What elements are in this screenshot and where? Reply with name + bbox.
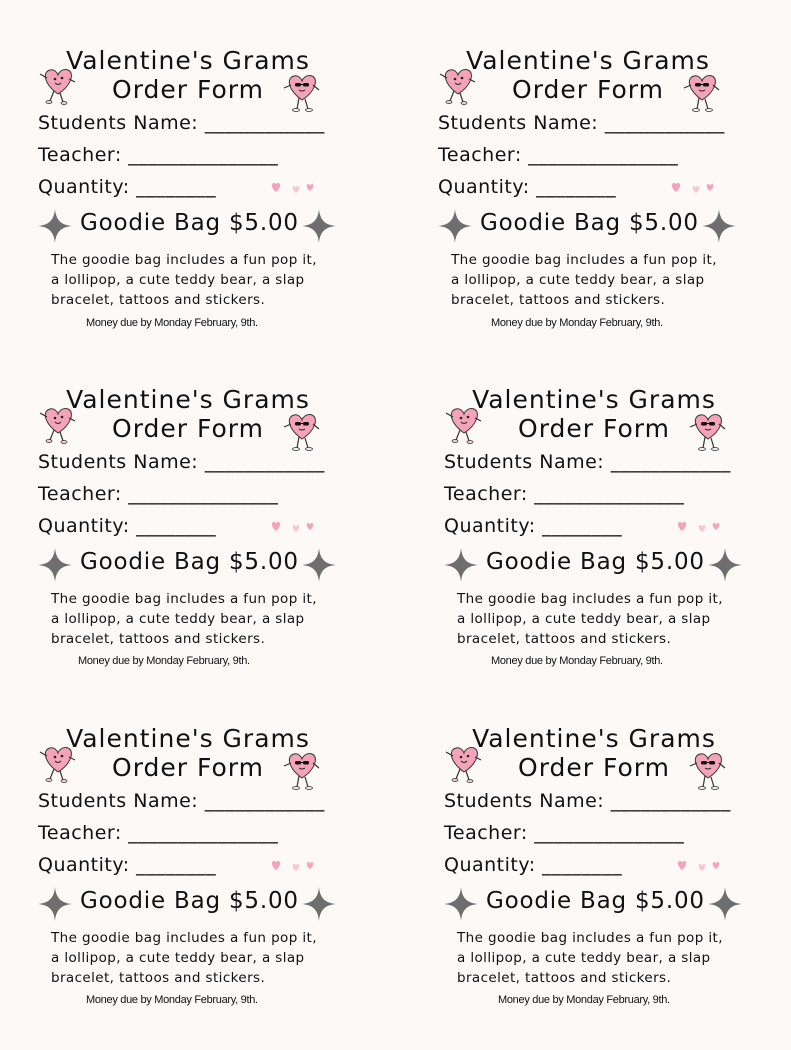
small-hearts-icon	[676, 519, 722, 533]
description-line: bracelet, tattoos and stickers.	[51, 631, 266, 647]
quantity-field[interactable]: Quantity: ________	[444, 515, 623, 537]
sparkle-icon	[302, 887, 336, 921]
sparkle-icon	[708, 548, 742, 582]
description-line: a lollipop, a cute teddy bear, a slap	[457, 611, 711, 627]
small-hearts-icon	[270, 180, 316, 194]
order-form-card	[438, 42, 791, 372]
students-name-field[interactable]: Students Name: ____________	[444, 790, 731, 812]
description-line: bracelet, tattoos and stickers.	[51, 292, 266, 308]
heart-mascot-sunglasses-icon	[682, 72, 722, 114]
students-name-field[interactable]: Students Name: ____________	[38, 790, 325, 812]
goodie-bag-title: Goodie Bag $5.00	[480, 210, 699, 236]
sparkle-icon	[38, 548, 72, 582]
title-line-1: Valentine's Grams	[66, 46, 310, 75]
goodie-bag-title: Goodie Bag $5.00	[80, 888, 299, 914]
order-form-card	[444, 381, 791, 711]
description-line: a lollipop, a cute teddy bear, a slap	[457, 950, 711, 966]
description-line: The goodie bag includes a fun pop it,	[51, 591, 317, 607]
title-line-1: Valentine's Grams	[472, 385, 716, 414]
sparkle-icon	[38, 887, 72, 921]
teacher-field[interactable]: Teacher: _______________	[38, 822, 279, 844]
money-due-note: Money due by Monday February, 9th.	[86, 994, 258, 1006]
description-line: bracelet, tattoos and stickers.	[457, 970, 672, 986]
money-due-note: Money due by Monday February, 9th.	[498, 994, 670, 1006]
description-line: The goodie bag includes a fun pop it,	[51, 252, 317, 268]
goodie-bag-title: Goodie Bag $5.00	[80, 549, 299, 575]
heart-mascot-sunglasses-icon	[282, 72, 322, 114]
goodie-bag-description	[451, 250, 717, 310]
quantity-field[interactable]: Quantity: ________	[38, 176, 217, 198]
sparkle-icon	[444, 887, 478, 921]
title-line-2: Order Form	[112, 414, 264, 443]
goodie-bag-title: Goodie Bag $5.00	[486, 549, 705, 575]
goodie-bag-title: Goodie Bag $5.00	[486, 888, 705, 914]
sparkle-icon	[702, 209, 736, 243]
description-line: bracelet, tattoos and stickers.	[51, 970, 266, 986]
goodie-bag-description	[457, 928, 723, 988]
title-line-2: Order Form	[112, 753, 264, 782]
description-line: The goodie bag includes a fun pop it,	[457, 591, 723, 607]
goodie-bag-title: Goodie Bag $5.00	[80, 210, 299, 236]
description-line: bracelet, tattoos and stickers.	[457, 631, 672, 647]
money-due-note: Money due by Monday February, 9th.	[491, 317, 663, 329]
description-line: a lollipop, a cute teddy bear, a slap	[51, 611, 305, 627]
title-line-1: Valentine's Grams	[466, 46, 710, 75]
students-name-field[interactable]: Students Name: ____________	[38, 451, 325, 473]
small-hearts-icon	[270, 858, 316, 872]
sparkle-icon	[444, 548, 478, 582]
title-line-1: Valentine's Grams	[66, 724, 310, 753]
sparkle-icon	[38, 209, 72, 243]
heart-mascot-sunglasses-icon	[282, 750, 322, 792]
description-line: The goodie bag includes a fun pop it,	[451, 252, 717, 268]
order-form-card	[444, 720, 791, 1050]
students-name-field[interactable]: Students Name: ____________	[38, 112, 325, 134]
sparkle-icon	[708, 887, 742, 921]
sparkle-icon	[438, 209, 472, 243]
description-line: a lollipop, a cute teddy bear, a slap	[51, 272, 305, 288]
title-line-2: Order Form	[518, 414, 670, 443]
description-line: The goodie bag includes a fun pop it,	[457, 930, 723, 946]
students-name-field[interactable]: Students Name: ____________	[444, 451, 731, 473]
students-name-field[interactable]: Students Name: ____________	[438, 112, 725, 134]
title-line-2: Order Form	[112, 75, 264, 104]
small-hearts-icon	[670, 180, 716, 194]
title-line-2: Order Form	[512, 75, 664, 104]
goodie-bag-description	[51, 250, 317, 310]
heart-mascot-sunglasses-icon	[688, 750, 728, 792]
money-due-note: Money due by Monday February, 9th.	[86, 317, 258, 329]
quantity-field[interactable]: Quantity: ________	[38, 515, 217, 537]
sparkle-icon	[302, 209, 336, 243]
small-hearts-icon	[676, 858, 722, 872]
title-line-2: Order Form	[518, 753, 670, 782]
order-form-card	[38, 42, 408, 372]
order-form-card	[38, 720, 408, 1050]
description-line: a lollipop, a cute teddy bear, a slap	[51, 950, 305, 966]
sparkle-icon	[302, 548, 336, 582]
title-line-1: Valentine's Grams	[472, 724, 716, 753]
teacher-field[interactable]: Teacher: _______________	[444, 483, 685, 505]
money-due-note: Money due by Monday February, 9th.	[491, 655, 663, 667]
goodie-bag-description	[51, 589, 317, 649]
quantity-field[interactable]: Quantity: ________	[438, 176, 617, 198]
teacher-field[interactable]: Teacher: _______________	[38, 144, 279, 166]
teacher-field[interactable]: Teacher: _______________	[444, 822, 685, 844]
small-hearts-icon	[270, 519, 316, 533]
goodie-bag-description	[51, 928, 317, 988]
teacher-field[interactable]: Teacher: _______________	[38, 483, 279, 505]
goodie-bag-description	[457, 589, 723, 649]
quantity-field[interactable]: Quantity: ________	[444, 854, 623, 876]
description-line: a lollipop, a cute teddy bear, a slap	[451, 272, 705, 288]
description-line: The goodie bag includes a fun pop it,	[51, 930, 317, 946]
teacher-field[interactable]: Teacher: _______________	[438, 144, 679, 166]
description-line: bracelet, tattoos and stickers.	[451, 292, 666, 308]
title-line-1: Valentine's Grams	[66, 385, 310, 414]
money-due-note: Money due by Monday February, 9th.	[78, 655, 250, 667]
quantity-field[interactable]: Quantity: ________	[38, 854, 217, 876]
heart-mascot-sunglasses-icon	[688, 411, 728, 453]
order-form-card	[38, 381, 408, 711]
heart-mascot-sunglasses-icon	[282, 411, 322, 453]
